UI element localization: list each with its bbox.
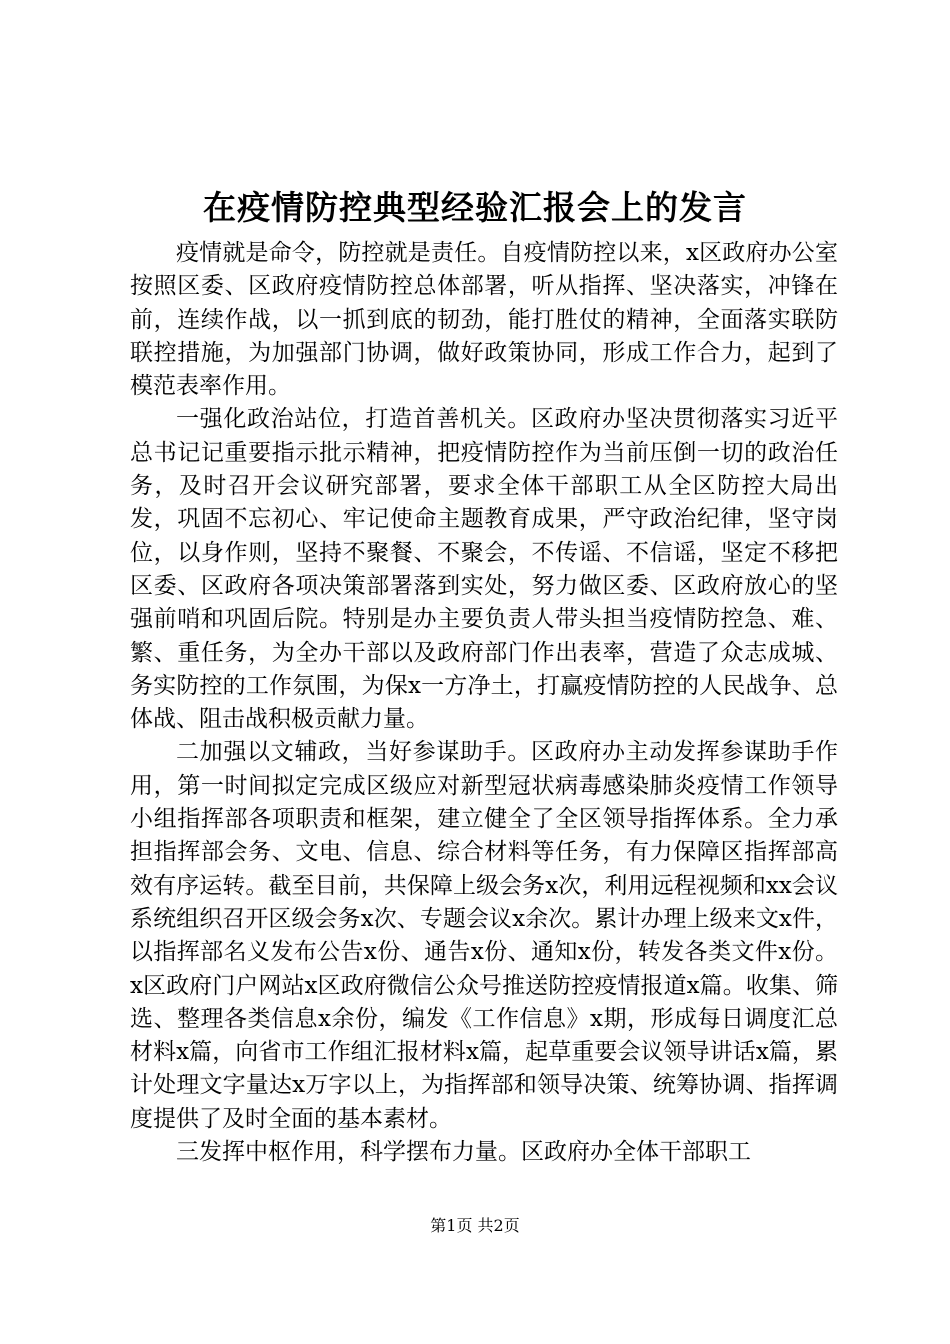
paragraph-section-one: 一强化政治站位，打造首善机关。区政府办坚决贯彻落实习近平总书记记重要指示批示精神，把疫情防控作为当前压倒一切的政治任务，及时召开会议研究部署，要求全体干部职工从全区防控大局出发，巩固不忘初心、牢记使命主题教育成果，严守政治纪律，坚守岗位，以身作则，坚持不聚餐、不聚会，不传谣、不信谣，坚定不移把区委、区政府各项决策部署落到实处，努力做区委、区政府放心的坚强前哨和巩固后院。特别是办主要负责人带头担当疫情防控急、难、繁、重任务，为全办干部以及政府部门作出表率，营造了众志成城、务实防控的工作氛围，为保x一方净土，打赢疫情防控的人民战争、总体战、阻击战积极贡献力量。 — [130, 406, 838, 733]
document-body — [130, 237, 838, 1169]
page-footer: 第1页 共2页 — [430, 1216, 520, 1235]
paragraph-intro: 疫情就是命令，防控就是责任。自疫情防控以来，x区政府办公室按照区委、区政府疫情防控总体部署，听从指挥、坚决落实，冲锋在前，连续作战，以一抓到底的韧劲，能打胜仗的精神，全面落实联防联控措施，为加强部门协调，做好政策协同，形成工作合力，起到了模范表率作用。 — [130, 240, 838, 400]
paragraph-section-two: 二加强以文辅政，当好参谋助手。区政府办主动发挥参谋助手作用，第一时间拟定完成区级应对新型冠状病毒感染肺炎疫情工作领导小组指挥部各项职责和框架，建立健全了全区领导指挥体系。全力承担指挥部会务、文电、信息、综合材料等任务，有力保障区指挥部高效有序运转。截至目前，共保障上级会务x次，利用远程视频和xx会议系统组织召开区级会务x次、专题会议x余次。累计办理上级来文x件，以指挥部名义发布公告x份、通告x份、通知x份，转发各类文件x份。x区政府门户网站x区政府微信公众号推送防控疫情报道x篇。收集、筛选、整理各类信息x余份，编发《工作信息》x期，形成每日调度汇总材料x篇，向省市工作组汇报材料x篇，起草重要会议领导讲话x篇，累计处理文字量达x万字以上，为指挥部和领导决策、统筹协调、指挥调度提供了及时全面的基本素材。 — [130, 739, 838, 1132]
document-title: 在疫情防控典型经验汇报会上的发言 — [203, 188, 747, 227]
paragraph-section-three: 三发挥中枢作用，科学摆布力量。区政府办全体干部职工 — [176, 1139, 751, 1166]
